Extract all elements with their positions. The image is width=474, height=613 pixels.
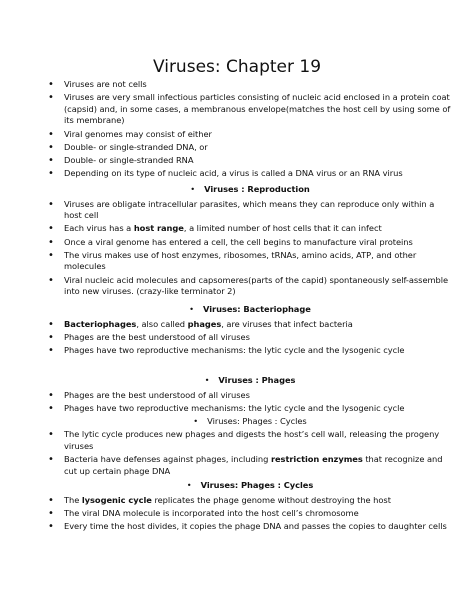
list-item: • Phages have two reproductive mechanisms: the lytic cycle and the lysogenic cycle bbox=[46, 403, 454, 415]
list-item: • Viruses are obligate intracellular parasites, which means they can reproduce only within a host cell bbox=[46, 199, 454, 222]
text: , a limited number of host cells that it can infect bbox=[183, 223, 382, 234]
section-reproduction bbox=[46, 184, 454, 299]
list-item: • Viral genomes may consist of either bbox=[46, 129, 454, 141]
list-item: • The viral DNA molecule is incorporated into the host cell’s chromosome bbox=[46, 508, 454, 520]
heading-text: Viruses : Phages bbox=[218, 375, 296, 385]
section-heading: • Viruses: Phages : Cycles bbox=[186, 480, 314, 490]
bold-term: lysogenic cycle bbox=[81, 494, 152, 505]
bullet-list bbox=[46, 199, 454, 298]
section-heading: • Viruses : Phages bbox=[204, 375, 296, 385]
list-item: • Viral nucleic acid molecules and capsomeres(parts of the capid) spontaneously self-assemble into new viruses. (crazy-like terminator 2) bbox=[46, 275, 454, 298]
section-intro bbox=[46, 79, 454, 181]
section-heading: • Viruses : Reproduction bbox=[190, 184, 310, 194]
heading-text: Viruses: Bacteriophage bbox=[203, 304, 311, 314]
list-item: • Phages have two reproductive mechanisms: the lytic cycle and the lysogenic cycle bbox=[46, 345, 454, 357]
list-item: • Once a viral genome has entered a cell, the cell begins to manufacture viral proteins bbox=[46, 237, 454, 249]
list-item: • Viruses are very small infectious particles consisting of nucleic acid enclosed in a protein coat (capsid) and, in some cases, a membranous envelope(matches the host cell by using some of its membrane) bbox=[46, 92, 454, 127]
section-phage-cycles bbox=[46, 480, 454, 534]
list-item bbox=[46, 454, 454, 477]
text: Each virus has a bbox=[64, 223, 134, 234]
section-heading: • Viruses: Bacteriophage bbox=[189, 304, 311, 314]
heading-text: Viruses: Phages : Cycles bbox=[200, 480, 314, 490]
list-item: • The virus makes use of host enzymes, ribosomes, tRNAs, amino acids, ATP, and other molecules bbox=[46, 250, 454, 273]
list-item bbox=[46, 319, 454, 331]
list-item: • Viruses are not cells bbox=[46, 79, 454, 91]
text: Bacteria have defenses against phages, including bbox=[64, 453, 271, 464]
list-item: • Double- or single-stranded RNA bbox=[46, 155, 454, 167]
text: The bbox=[64, 494, 82, 505]
bullet-list bbox=[46, 319, 454, 357]
list-item: • The lytic cycle produces new phages and digests the host’s cell wall, releasing the progeny viruses bbox=[46, 429, 454, 452]
bold-term: host range bbox=[133, 223, 184, 234]
section-bacteriophage bbox=[46, 304, 454, 358]
bullet-list bbox=[46, 495, 454, 533]
page-title: Viruses: Chapter 19 bbox=[152, 57, 322, 77]
list-item bbox=[46, 223, 454, 235]
heading-text: Viruses : Reproduction bbox=[204, 184, 310, 194]
list-item: • Depending on its type of nucleic acid, a virus is called a DNA virus or an RNA virus bbox=[46, 168, 454, 180]
section-phages bbox=[46, 375, 454, 479]
bullet-list bbox=[46, 79, 454, 180]
list-item: • Phages are the best understood of all viruses bbox=[46, 390, 454, 402]
list-item: • Phages are the best understood of all viruses bbox=[46, 332, 454, 344]
text: that recognize and cut up certain phage DNA bbox=[64, 453, 443, 476]
bullet-list bbox=[46, 390, 454, 415]
list-item: • Every time the host divides, it copies the phage DNA and passes the copies to daughter cells bbox=[46, 521, 454, 533]
bullet-list bbox=[46, 429, 454, 477]
list-item: • Double- or single-stranded DNA, or bbox=[46, 142, 454, 154]
bold-term: phages bbox=[187, 318, 222, 329]
text: , also called bbox=[136, 318, 188, 329]
subheading: • Viruses: Phages : Cycles bbox=[193, 415, 307, 426]
text: replicates the phage genome without destroying the host bbox=[151, 494, 391, 505]
bold-term: restriction enzymes bbox=[270, 453, 363, 464]
text: , are viruses that infect bacteria bbox=[221, 318, 353, 329]
bold-term: Bacteriophages bbox=[64, 318, 137, 329]
subheading-text: Viruses: Phages : Cycles bbox=[207, 415, 307, 426]
list-item bbox=[46, 495, 454, 507]
